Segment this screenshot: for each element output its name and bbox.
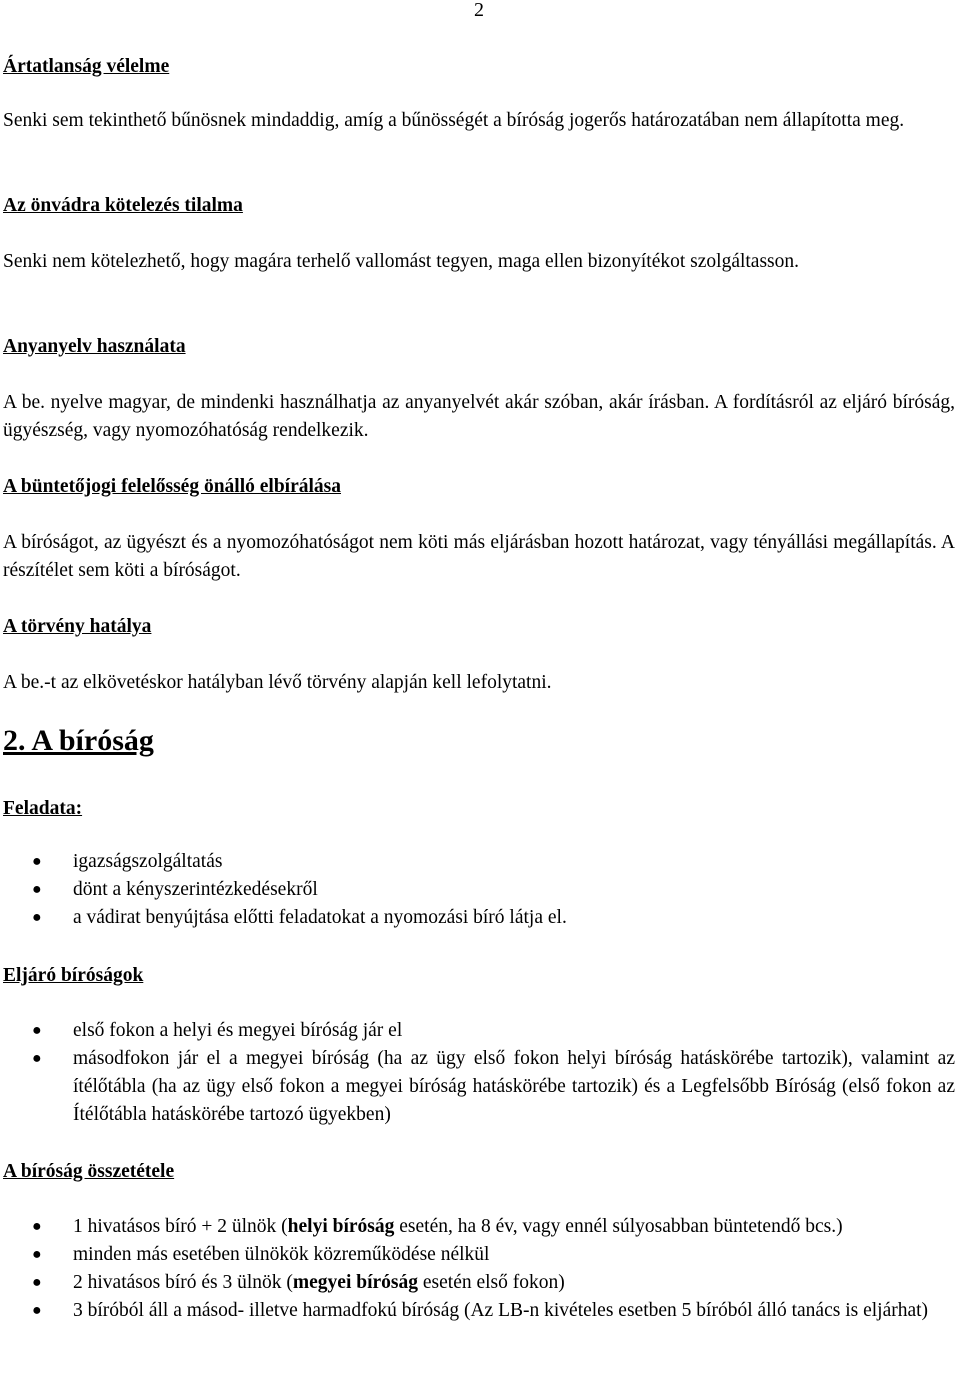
list-item: ● másodfokon jár el a megyei bíróság (ha az ügy első fokon helyi bíróság hatáskörébe tartozik), valamint az ítélőtábla (ha az ügy első fokon a megyei bíróság hatáskörébe tartozik) és a Legfelsőbb Bíróság (első fokon az Ítélőtábla hatáskörébe tartozó ügyekben) <box>3 1045 955 1129</box>
list-eljaro <box>3 1017 955 1129</box>
bullet-icon: ● <box>32 909 42 926</box>
list-item: ● 3 bíróból áll a másod- illetve harmadfokú bíróság (Az LB-n kivételes esetben 5 bíróból álló tanács is eljárhat) <box>3 1297 955 1325</box>
bullet-icon: ● <box>32 881 42 898</box>
bullet-icon: ● <box>32 1274 42 1291</box>
bullet-icon: ● <box>32 1246 42 1263</box>
bullet-icon: ● <box>32 1022 42 1039</box>
list-item: ● a vádirat benyújtása előtti feladatokat a nyomozási bíró látja el. <box>3 904 955 932</box>
page-number: 2 <box>474 0 484 21</box>
heading-osszetetel: A bíróság összetétele <box>3 1161 175 1182</box>
list-feladata <box>3 848 955 932</box>
emphasis-helyi-birosag: helyi bíróság <box>287 1216 395 1237</box>
heading-feladata: Feladata: <box>3 798 83 819</box>
bullet-icon: ● <box>32 853 42 870</box>
bullet-icon: ● <box>32 1050 42 1067</box>
emphasis-megyei-birosag: megyei bíróság <box>292 1272 418 1293</box>
paragraph-anyanyelv: A be. nyelve magyar, de mindenki használhatja az anyanyelvét akár szóban, akár írásban. A fordításról az eljáró bíróság, ügyészség, vagy nyomozóhatóság rendelkezik. <box>3 392 955 441</box>
paragraph-buntetojogi: A bíróságot, az ügyészt és a nyomozóhatóságot nem köti más eljárásban hozott határozat, vagy tényállási megállapítás. A részítélet sem köti a bíróságot. <box>3 532 955 581</box>
list-item: ● 1 hivatásos bíró + 2 ülnök (helyi bíróság esetén, ha 8 év, vagy ennél súlyosabban büntetendő bcs.) <box>3 1213 955 1241</box>
list-item: ● igazságszolgáltatás <box>3 848 955 876</box>
heading-eljaro: Eljáró bíróságok <box>3 965 144 986</box>
list-item: ● minden más esetében ülnökök közreműködése nélkül <box>3 1241 955 1269</box>
heading-torveny: A törvény hatálya <box>3 616 152 637</box>
heading-buntetojogi: A büntetőjogi felelősség önálló elbírálása <box>3 476 341 497</box>
list-item: ● 2 hivatásos bíró és 3 ülnök (megyei bíróság esetén első fokon) <box>3 1269 955 1297</box>
list-item: ● dönt a kényszerintézkedésekről <box>3 876 955 904</box>
paragraph-torveny: A be.-t az elkövetéskor hatályban lévő törvény alapján kell lefolytatni. <box>3 672 552 693</box>
heading-onvadra: Az önvádra kötelezés tilalma <box>3 195 243 216</box>
bullet-icon: ● <box>32 1218 42 1235</box>
bullet-icon: ● <box>32 1302 42 1319</box>
chapter-title: 2. A bíróság <box>3 724 154 757</box>
list-item: ● első fokon a helyi és megyei bíróság jár el <box>3 1017 955 1045</box>
paragraph-onvadra: Senki nem kötelezhető, hogy magára terhelő vallomást tegyen, maga ellen bizonyítékot szolgáltasson. <box>3 251 800 272</box>
list-osszetetel <box>3 1213 955 1325</box>
paragraph-artatlansag: Senki sem tekinthető bűnösnek mindaddig, amíg a bűnösségét a bíróság jogerős határozatában nem állapította meg. <box>3 110 905 131</box>
heading-anyanyelv: Anyanyelv használata <box>3 336 186 357</box>
heading-artatlansag: Ártatlanság vélelme <box>3 56 170 77</box>
